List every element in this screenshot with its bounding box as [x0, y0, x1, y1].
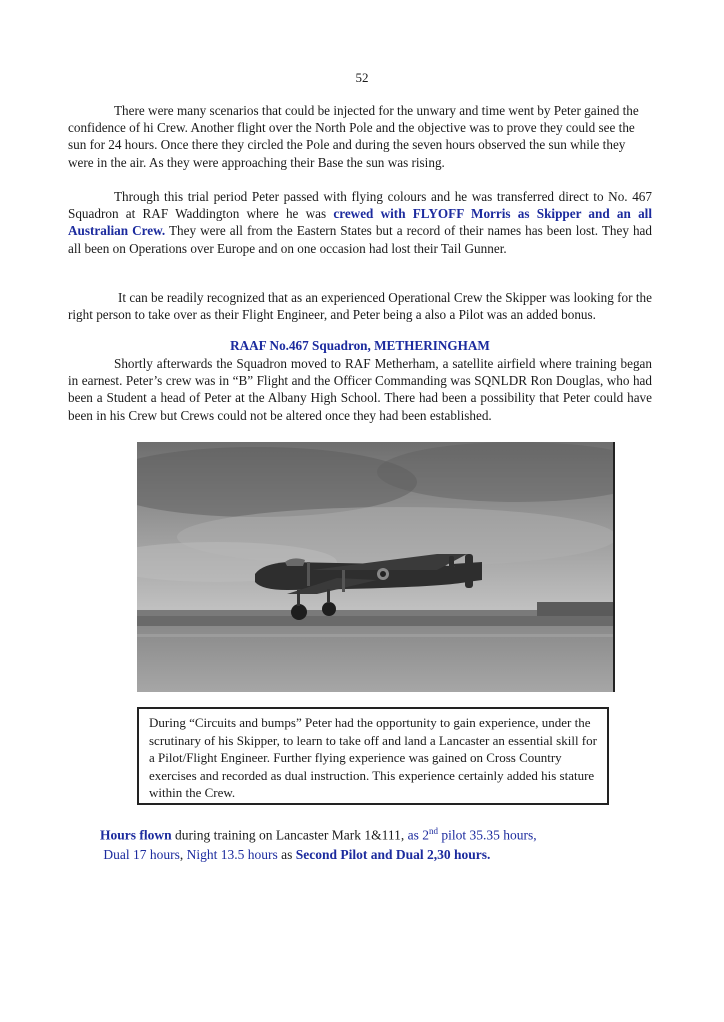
- highlight-crew: crewed with FLYOFF Morris as Skipper and an all Australian Crew.: [68, 206, 652, 239]
- text-run: during training on Lancaster Mark 1&111,: [171, 827, 408, 843]
- paragraph-trial-period: [68, 188, 652, 257]
- hours-line-2: [100, 845, 660, 864]
- caption-box: [137, 707, 609, 805]
- section-heading: RAAF No.467 Squadron, METHERINGHAM: [230, 338, 490, 353]
- second-pilot-dual-hours: Second Pilot and Dual 2,30 hours.: [295, 846, 491, 862]
- ordinal-suffix: nd: [428, 826, 438, 836]
- paragraph-trial-period-text: [68, 188, 652, 257]
- hours-line-1: [100, 822, 660, 845]
- text-run: They were all from the Eastern States but a record of their names has been lost. They had all been on Operations over Europe and on one occasion had lost their Tail Gunner.: [68, 223, 652, 256]
- text-run: Through this trial period Peter passed with flying colours and he was transferred direct to No. 467 Squadron at RAF Waddington where he was: [68, 189, 652, 222]
- paragraph-operational-crew-text: It can be readily recognized that as an experienced Operational Crew the Skipper was looking for the right person to take over as their Flight Engineer, and Peter being a also a Pilot was an added bonus.: [68, 290, 652, 323]
- second-pilot-hours: pilot 35.35 hours,: [437, 827, 537, 843]
- paragraph-metheringham-text: Shortly afterwards the Squadron moved to RAF Metherham, a satellite airfield where training began in earnest. Peter’s crew was in “B” Flight and the Officer Commanding was SQNLDR Ron Douglas, who had been a Student a head of Peter at the Albany High School. There had been a possibility that Peter could have been in his Crew but Crews could not be altered once they had been established.: [68, 356, 652, 423]
- paragraph-scenarios-text: There were many scenarios that could be injected for the unwary and time went by Peter gained the confidence of hi Crew. Another flight over the North Pole and the objective was to prove they could see the sun for 24 hours. Once there they circled the Pole and during the seven hours observed the sun while they were in the air. As they were approaching their Base the sun was rising.: [68, 103, 639, 170]
- hours-flown: [100, 822, 660, 864]
- page-number: 52: [355, 70, 369, 85]
- separator: ,: [179, 846, 187, 862]
- lancaster-photo-image: [137, 442, 613, 692]
- lancaster-photo: [137, 442, 615, 692]
- paragraph-operational-crew: [68, 289, 652, 323]
- paragraph-scenarios: [68, 102, 652, 171]
- second-pilot-prefix: as 2: [407, 827, 429, 843]
- paragraph-metheringham: [68, 355, 652, 424]
- text-run: as: [277, 846, 296, 862]
- caption-text: During “Circuits and bumps” Peter had the opportunity to gain experience, under the scrutinary of his Skipper, to learn to take off and land a Lancaster an essential skill for a Pilot/Flight Engineer. Further flying experience was gained on Cross Country exercises and recorded as dual instruction. This experience certainly added his stature within the Crew.: [149, 715, 597, 800]
- hours-label: Hours flown: [100, 827, 172, 843]
- night-hours: Night 13.5 hours: [186, 846, 278, 862]
- dual-hours: Dual 17 hours: [103, 846, 180, 862]
